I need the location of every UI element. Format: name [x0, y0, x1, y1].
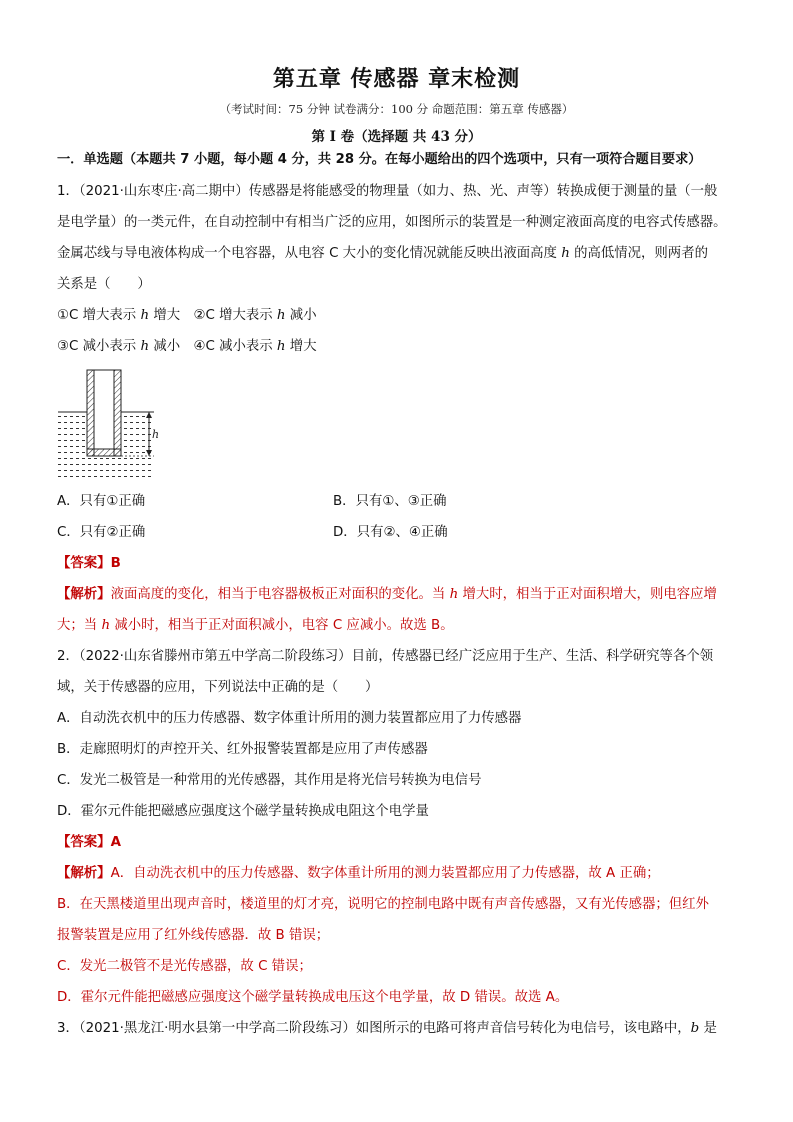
statement-text: 减小: [285, 308, 317, 323]
q1-stem-line-1: 1．（2021·山东枣庄·高二期中）传感器是将能感受的物理量（如力、热、光、声等）转换成便于测量的量（一般: [57, 184, 718, 199]
q1-stem-line-2: 是电学量）的一类元件，在自动控制中有相当广泛的应用，如图所示的装置是一种测定液面高度的电容式传感器。: [57, 215, 727, 230]
q2-option-b: B．走廊照明灯的声控开关、红外报警装置都是应用了声传感器: [57, 742, 428, 757]
exam-info: （考试时间：75 分钟 试卷满分：100 分 命题范围：第五章 传感器）: [219, 102, 574, 116]
q1-option-d: D．只有②、④正确: [333, 525, 448, 540]
var-h: h: [276, 308, 286, 323]
answer-value: A: [110, 835, 121, 850]
q3-stem-text: 是: [699, 1021, 717, 1036]
q2-analysis-line-5: D．霍尔元件能把磁感应强度这个磁学量转换成电压这个电学量，故 D 错误。故选 A。: [57, 990, 569, 1005]
section-heading: 第 I 卷（选择题 共 43 分）: [311, 129, 482, 145]
q2-option-a: A．自动洗衣机中的压力传感器、数字体重计所用的测力装置都应用了力传感器: [57, 711, 522, 726]
part-heading: 一．单选题（本题共 7 小题，每小题 4 分，共 28 分。在每小题给出的四个选项中，只有一项符合题目要求）: [57, 152, 702, 167]
answer-value: B: [110, 556, 121, 571]
tube-wall-right: [114, 370, 121, 456]
q1-analysis-line-1: [57, 585, 747, 605]
var-h: h: [140, 339, 150, 354]
q1-answer: [57, 554, 747, 574]
q1-stem-line-4: 关系是（ ）: [57, 277, 151, 292]
statement-text: 增大 ②C 增大表示: [149, 308, 277, 323]
analysis-text: 大；当: [57, 618, 102, 633]
page-title: 第五章 传感器 章末检测: [272, 67, 521, 92]
analysis-text: 增大时，相当于正对面积增大，则电容应增: [458, 587, 717, 602]
q1-statements-2: [57, 337, 747, 357]
q3-stem-text: 3．（2021·黑龙江·明水县第一中学高二阶段练习）如图所示的电路可将声音信号转化为电信号，该电路中，: [57, 1021, 691, 1036]
analysis-tag: 【解析】: [57, 587, 111, 602]
q1-statements-1: [57, 306, 747, 326]
q2-option-c: C．发光二极管是一种常用的光传感器，其作用是将光信号转换为电信号: [57, 773, 482, 788]
q2-option-d: D．霍尔元件能把磁感应强度这个磁学量转换成电阻这个电学量: [57, 804, 429, 819]
answer-tag: 【答案】: [57, 835, 111, 850]
var-h: h: [561, 246, 570, 261]
q1-stem-text: 金属芯线与导电液体构成一个电容器，从电容 C 大小的变化情况就能反映出液面高度: [57, 246, 562, 261]
q2-analysis-line-2: B．在天黑楼道里出现声音时，楼道里的灯才亮，说明它的控制电路中既有声音传感器，又有光传感器；但红外: [57, 897, 709, 912]
tube-wall-left: [87, 370, 94, 456]
answer-tag: 【答案】: [57, 556, 111, 571]
var-h: h: [449, 587, 459, 602]
q2-answer: [57, 833, 747, 853]
analysis-text: 液面高度的变化，相当于电容器极板正对面积的变化。当: [110, 587, 450, 602]
q1-option-a: A．只有①正确: [57, 494, 146, 509]
statement-text: ①C 增大表示: [57, 308, 141, 323]
metal-core: [94, 370, 114, 449]
statement-text: ③C 减小表示: [57, 339, 141, 354]
var-h: h: [101, 618, 111, 633]
q3-stem-line-1: [57, 1019, 747, 1039]
var-h: h: [140, 308, 150, 323]
q1-stem-text: 的高低情况，则两者的: [569, 246, 708, 261]
capacitive-sensor-figure: [57, 366, 167, 480]
tube-bottom: [87, 449, 121, 456]
var-h: h: [276, 339, 286, 354]
analysis-text: 减小时，相当于正对面积减小，电容 C 应减小。故选 B。: [110, 618, 454, 633]
analysis-text: A．自动洗衣机中的压力传感器、数字体重计所用的测力装置都应用了力传感器，故 A 正确；: [110, 866, 660, 881]
q1-option-c: C．只有②正确: [57, 525, 146, 540]
q1-analysis-line-2: [57, 616, 747, 636]
statement-text: 减小 ④C 减小表示: [149, 339, 277, 354]
statement-text: 增大: [285, 339, 317, 354]
q2-stem-line-2: 域，关于传感器的应用，下列说法中正确的是（ ）: [57, 680, 379, 695]
q2-analysis-line-1: [57, 864, 747, 884]
q1-stem-line-3: [57, 244, 747, 264]
q1-option-b: B．只有①、③正确: [333, 494, 447, 509]
analysis-tag: 【解析】: [57, 866, 111, 881]
var-b: b: [690, 1021, 700, 1036]
q2-stem-line-1: 2．（2022·山东省滕州市第五中学高二阶段练习）目前，传感器已经广泛应用于生产、生活、科学研究等各个领: [57, 649, 714, 664]
q2-analysis-line-4: C．发光二极管不是光传感器，故 C 错误；: [57, 959, 312, 974]
height-label: h: [152, 428, 160, 441]
q2-analysis-line-3: 报警装置是应用了红外线传感器．故 B 错误；: [57, 928, 330, 943]
